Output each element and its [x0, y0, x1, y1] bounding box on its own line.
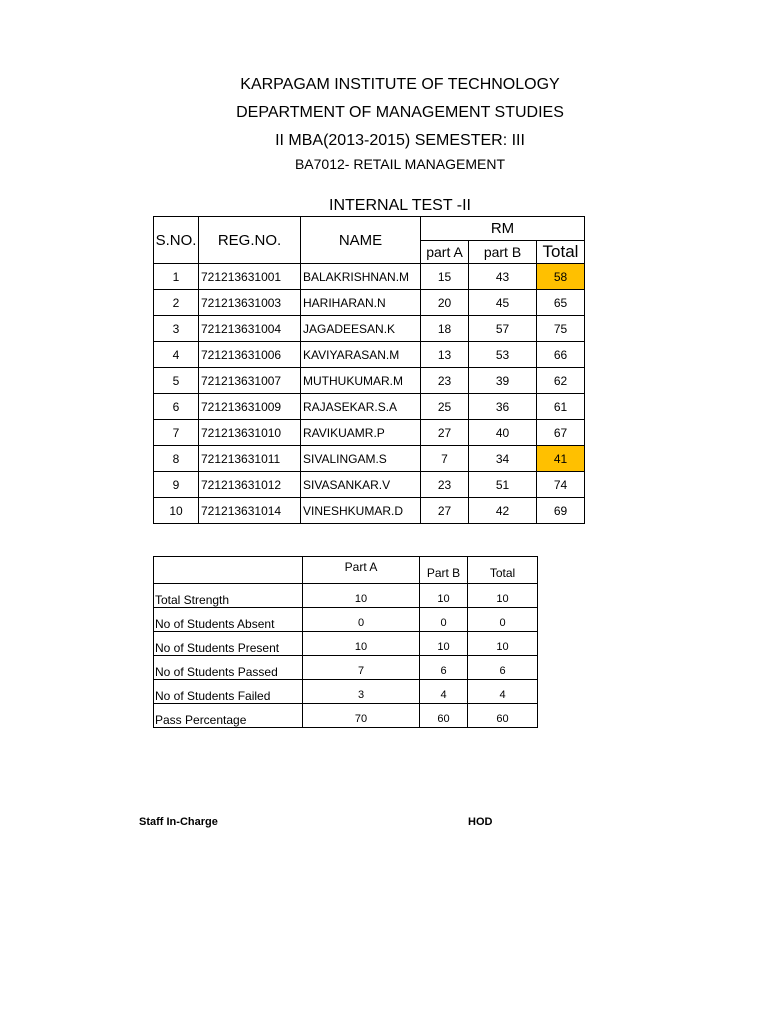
cell-part-b: 57	[469, 316, 537, 342]
cell-total: 62	[537, 368, 585, 394]
summary-label: No of Students Passed	[154, 656, 303, 680]
header-part-b: part B	[469, 241, 537, 264]
department-title: DEPARTMENT OF MANAGEMENT STUDIES	[236, 104, 564, 121]
table-row	[154, 342, 585, 368]
summary-row	[154, 632, 538, 656]
summary-row	[154, 656, 538, 680]
cell-regno: 721213631014	[199, 498, 301, 524]
summary-header-part-a: Part A	[303, 557, 420, 584]
table-row	[154, 264, 585, 290]
summary-label: No of Students Failed	[154, 680, 303, 704]
cell-part-b: 51	[469, 472, 537, 498]
header-total: Total	[537, 241, 585, 264]
cell-part-a: 27	[421, 420, 469, 446]
summary-total: 60	[468, 704, 538, 728]
cell-sno: 10	[154, 498, 199, 524]
summary-part-b: 4	[420, 680, 468, 704]
cell-total: 74	[537, 472, 585, 498]
summary-part-a: 10	[303, 584, 420, 608]
test-title: INTERNAL TEST -II	[329, 197, 471, 214]
summary-header-row	[154, 557, 538, 584]
cell-part-b: 39	[469, 368, 537, 394]
summary-total: 10	[468, 632, 538, 656]
cell-regno: 721213631003	[199, 290, 301, 316]
table-row	[154, 498, 585, 524]
summary-row	[154, 704, 538, 728]
summary-row	[154, 680, 538, 704]
cell-total: 66	[537, 342, 585, 368]
cell-part-b: 43	[469, 264, 537, 290]
summary-total: 6	[468, 656, 538, 680]
hod-label: HOD	[468, 816, 493, 828]
cell-sno: 3	[154, 316, 199, 342]
cell-part-a: 27	[421, 498, 469, 524]
summary-row	[154, 608, 538, 632]
cell-regno: 721213631011	[199, 446, 301, 472]
summary-header-blank	[154, 557, 303, 584]
table-row	[154, 472, 585, 498]
summary-part-b: 10	[420, 584, 468, 608]
summary-row	[154, 584, 538, 608]
cell-part-b: 40	[469, 420, 537, 446]
cell-name: RAVIKUAMR.P	[301, 420, 421, 446]
summary-part-a: 0	[303, 608, 420, 632]
cell-sno: 4	[154, 342, 199, 368]
cell-part-b: 34	[469, 446, 537, 472]
cell-sno: 7	[154, 420, 199, 446]
cell-name: VINESHKUMAR.D	[301, 498, 421, 524]
summary-total: 10	[468, 584, 538, 608]
cell-part-b: 45	[469, 290, 537, 316]
cell-regno: 721213631001	[199, 264, 301, 290]
header-rm-group: RM	[421, 217, 585, 241]
summary-part-a: 70	[303, 704, 420, 728]
cell-part-b: 53	[469, 342, 537, 368]
header-part-a: part A	[421, 241, 469, 264]
summary-part-a: 7	[303, 656, 420, 680]
cell-regno: 721213631012	[199, 472, 301, 498]
cell-regno: 721213631007	[199, 368, 301, 394]
summary-body	[154, 584, 538, 728]
results-body	[154, 264, 585, 524]
cell-name: SIVASANKAR.V	[301, 472, 421, 498]
cell-total: 65	[537, 290, 585, 316]
header-sno: S.NO.	[154, 217, 199, 264]
summary-label: Pass Percentage	[154, 704, 303, 728]
summary-part-a: 10	[303, 632, 420, 656]
cell-total: 41	[537, 446, 585, 472]
cell-part-a: 23	[421, 368, 469, 394]
cell-regno: 721213631006	[199, 342, 301, 368]
cell-sno: 5	[154, 368, 199, 394]
summary-part-b: 6	[420, 656, 468, 680]
summary-label: Total Strength	[154, 584, 303, 608]
summary-part-b: 0	[420, 608, 468, 632]
program-title: II MBA(2013-2015) SEMESTER: III	[275, 132, 525, 149]
staff-in-charge-label: Staff In-Charge	[139, 816, 218, 828]
cell-part-a: 15	[421, 264, 469, 290]
cell-name: RAJASEKAR.S.A	[301, 394, 421, 420]
cell-part-a: 20	[421, 290, 469, 316]
cell-part-a: 25	[421, 394, 469, 420]
cell-total: 58	[537, 264, 585, 290]
table-row	[154, 290, 585, 316]
cell-total: 67	[537, 420, 585, 446]
summary-part-a: 3	[303, 680, 420, 704]
table-row	[154, 316, 585, 342]
summary-label: No of Students Present	[154, 632, 303, 656]
results-table	[153, 216, 585, 524]
header-name: NAME	[301, 217, 421, 264]
summary-header-total: Total	[468, 557, 538, 584]
cell-total: 75	[537, 316, 585, 342]
cell-name: JAGADEESAN.K	[301, 316, 421, 342]
table-row	[154, 368, 585, 394]
cell-name: HARIHARAN.N	[301, 290, 421, 316]
cell-regno: 721213631009	[199, 394, 301, 420]
cell-part-a: 23	[421, 472, 469, 498]
table-row	[154, 446, 585, 472]
cell-part-a: 18	[421, 316, 469, 342]
cell-regno: 721213631010	[199, 420, 301, 446]
subject-title: BA7012- RETAIL MANAGEMENT	[294, 156, 506, 172]
table-row	[154, 394, 585, 420]
summary-part-b: 60	[420, 704, 468, 728]
summary-table	[153, 556, 538, 728]
cell-name: BALAKRISHNAN.M	[301, 264, 421, 290]
institute-title: KARPAGAM INSTITUTE OF TECHNOLOGY	[240, 76, 560, 93]
cell-sno: 2	[154, 290, 199, 316]
cell-sno: 6	[154, 394, 199, 420]
cell-sno: 1	[154, 264, 199, 290]
cell-name: KAVIYARASAN.M	[301, 342, 421, 368]
summary-label: No of Students Absent	[154, 608, 303, 632]
summary-total: 4	[468, 680, 538, 704]
cell-total: 61	[537, 394, 585, 420]
cell-part-b: 36	[469, 394, 537, 420]
cell-name: MUTHUKUMAR.M	[301, 368, 421, 394]
summary-part-b: 10	[420, 632, 468, 656]
cell-sno: 8	[154, 446, 199, 472]
cell-total: 69	[537, 498, 585, 524]
cell-part-a: 13	[421, 342, 469, 368]
summary-header-part-b: Part B	[420, 557, 468, 584]
cell-regno: 721213631004	[199, 316, 301, 342]
cell-part-a: 7	[421, 446, 469, 472]
cell-name: SIVALINGAM.S	[301, 446, 421, 472]
table-row	[154, 420, 585, 446]
header-regno: REG.NO.	[199, 217, 301, 264]
results-header-row	[154, 217, 585, 241]
cell-part-b: 42	[469, 498, 537, 524]
summary-total: 0	[468, 608, 538, 632]
cell-sno: 9	[154, 472, 199, 498]
